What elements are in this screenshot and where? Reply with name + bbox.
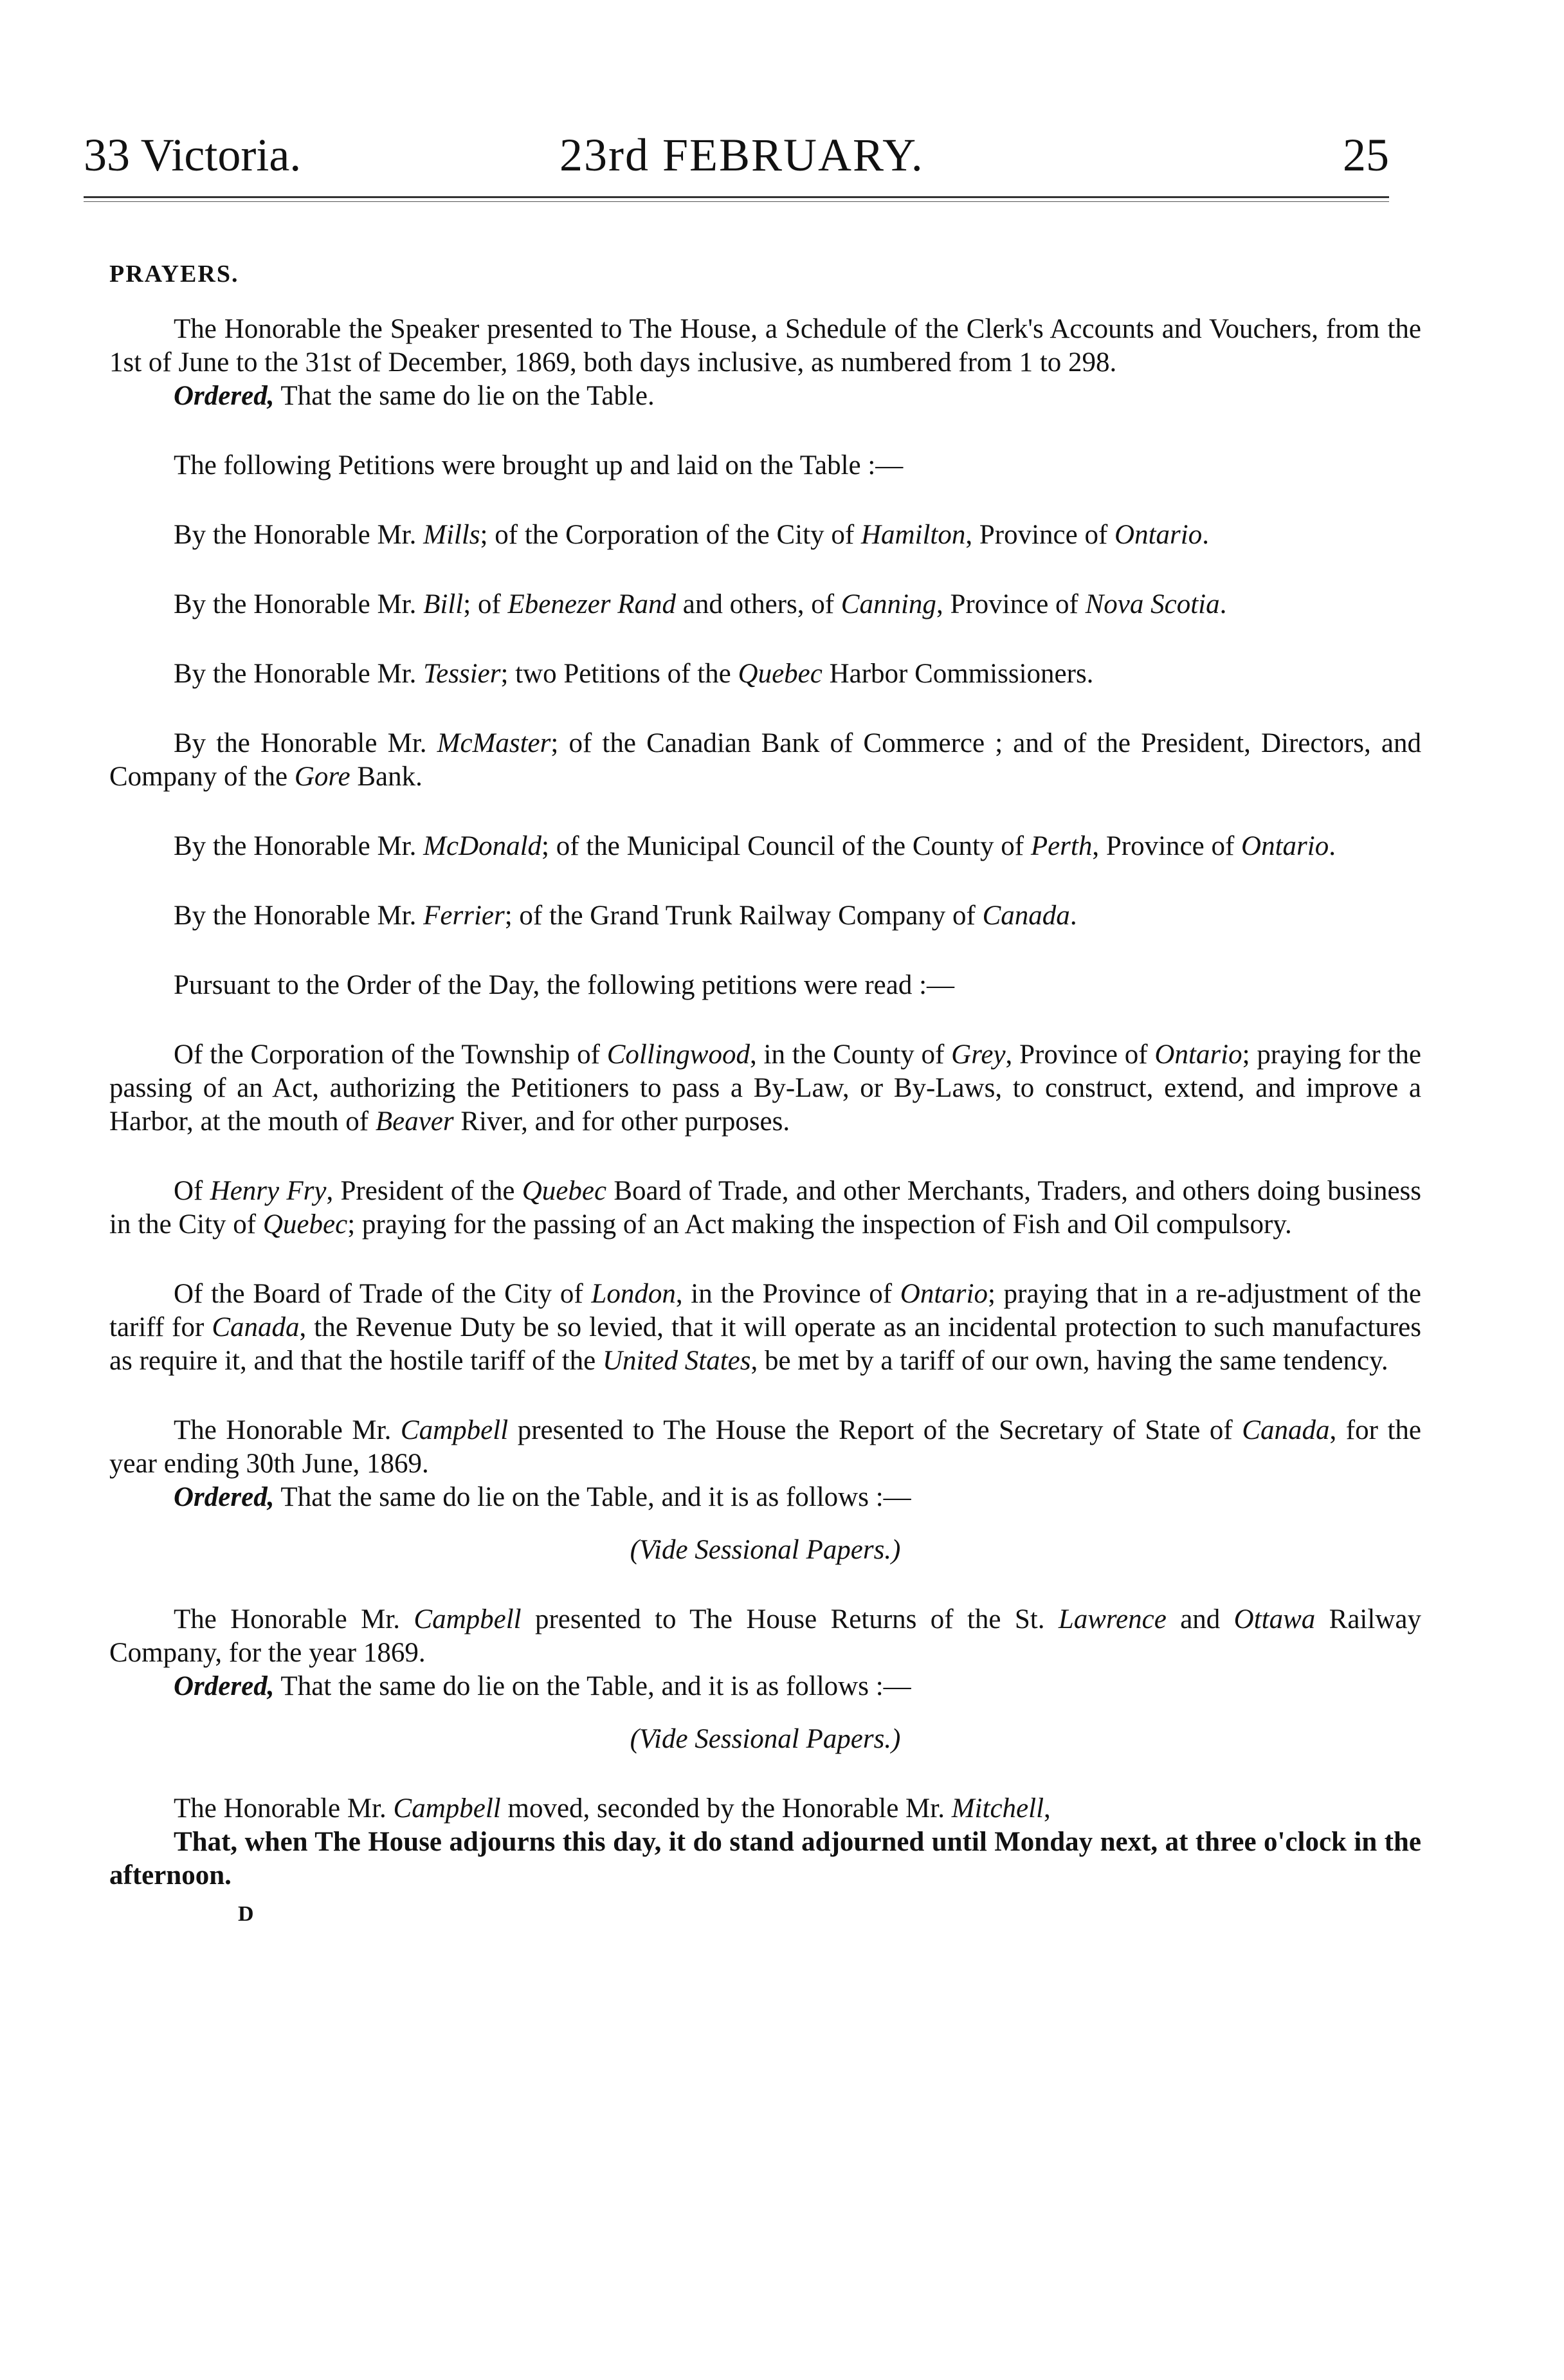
- petition-bill: [109, 588, 1421, 621]
- header-rule-thin: [84, 201, 1389, 202]
- text-run: .: [1202, 520, 1209, 550]
- text-run: , for the year ending 30th June, 1869.: [109, 1415, 1422, 1479]
- text-run: presented to The House the Report of the Secretary of State of: [508, 1415, 1242, 1445]
- member-name: Campbell: [414, 1604, 522, 1634]
- place-name: Ontario: [1154, 1039, 1242, 1070]
- text-run: and others, of: [676, 589, 841, 619]
- place-name: Canada: [982, 901, 1070, 931]
- text-run: The Honorable Mr.: [174, 1415, 401, 1445]
- text-run: ; praying that in a re-adjustment of the tariff for: [109, 1279, 1422, 1342]
- vide-sessional-papers: (Vide Sessional Papers.): [630, 1535, 901, 1565]
- text-run: , Province of: [1092, 831, 1242, 861]
- page-header: [84, 129, 1389, 187]
- text-run: , in the Province of: [675, 1279, 900, 1309]
- text-run: ; praying for the passing of an Act making the inspection of Fish and Oil compulsory.: [347, 1209, 1292, 1240]
- place-name: Gore: [294, 762, 350, 792]
- paragraph: The Honorable the Speaker presented to The House, a Schedule of the Clerk's Accounts and Vouchers, from the 1st of June to the 31st of December, 1869, both days inclusive, as numbered from 1 to 298.: [109, 314, 1421, 378]
- text-run: Railway Company, for the year 1869.: [109, 1604, 1421, 1668]
- member-name: Mills: [423, 520, 480, 550]
- person-name: Ebenezer Rand: [507, 589, 677, 619]
- ordered-line: [109, 1481, 1421, 1514]
- text-run: ; of the Canadian Bank of Commerce ; and of the President, Directors, and Company of the: [109, 728, 1421, 792]
- petition-ferrier: [109, 899, 1421, 933]
- text-run: ; of the Grand Trunk Railway Company of: [504, 901, 983, 931]
- header-date: 23rd FEBRUARY.: [559, 129, 924, 181]
- place-name: Lawrence: [1058, 1604, 1167, 1634]
- place-name: Canada: [212, 1312, 300, 1342]
- ordered-line: [109, 380, 1421, 413]
- place-name: Collingwood: [606, 1039, 750, 1070]
- schedule-entry: [109, 313, 1421, 413]
- text-run: , Province of: [965, 520, 1115, 550]
- text-run: Board of Trade, and other Merchants, Traders, and others doing business in the City of: [109, 1176, 1422, 1240]
- petition-read-collingwood: [109, 1038, 1421, 1139]
- text-run: The Honorable Mr.: [174, 1604, 414, 1634]
- ordered-text: That the same do lie on the Table.: [274, 381, 655, 411]
- text-run: Of the Board of Trade of the City of: [174, 1279, 592, 1309]
- report-paragraph: [109, 1414, 1421, 1481]
- vide-sessional-papers: (Vide Sessional Papers.): [630, 1724, 901, 1754]
- header-regnal-year: 33 Victoria.: [84, 129, 302, 181]
- header-rule: [84, 196, 1389, 198]
- section-heading: PRAYERS.: [109, 261, 239, 288]
- text-run: ,: [1044, 1793, 1051, 1824]
- text-run: moved, seconded by the Honorable Mr.: [500, 1793, 952, 1824]
- ordered-text: That the same do lie on the Table, and it is as follows :—: [274, 1482, 911, 1512]
- text-run: , in the County of: [749, 1039, 952, 1070]
- ordered-word: Ordered,: [174, 1671, 275, 1701]
- place-name: Quebec: [738, 659, 823, 689]
- ordered-word: Ordered,: [174, 381, 275, 411]
- text-run: The Honorable Mr.: [174, 1793, 394, 1824]
- page-number: 25: [1343, 129, 1389, 181]
- text-run: and: [1166, 1604, 1234, 1634]
- motion-paragraph: [109, 1792, 1421, 1826]
- text-run: .: [1069, 901, 1077, 931]
- person-name: Henry Fry: [210, 1176, 327, 1206]
- text-run: By the Honorable Mr.: [174, 728, 437, 758]
- place-name: Quebec: [522, 1176, 607, 1206]
- text-run: , President of the: [326, 1176, 522, 1206]
- place-name: Nova Scotia: [1085, 589, 1220, 619]
- place-name: Ottawa: [1233, 1604, 1316, 1634]
- place-name: United States: [603, 1346, 751, 1376]
- ordered-word: Ordered,: [174, 1482, 275, 1512]
- text-run: Of: [174, 1176, 210, 1206]
- petition-mcmaster: [109, 727, 1421, 794]
- paragraph: Pursuant to the Order of the Day, the following petitions were read :—: [174, 970, 955, 1000]
- text-run: .: [1219, 589, 1227, 619]
- text-run: , Province of: [936, 589, 1086, 619]
- place-name: Ontario: [1241, 831, 1329, 861]
- text-run: By the Honorable Mr.: [174, 901, 424, 931]
- place-name: Beaver: [375, 1106, 454, 1137]
- text-run: ; of the Corporation of the City of: [480, 520, 861, 550]
- text-run: Harbor Commissioners.: [822, 659, 1094, 689]
- member-name: Bill: [423, 589, 464, 619]
- member-name: Tessier: [423, 659, 501, 689]
- motion-text: That, when The House adjourns this day, it do stand adjourned until Monday next, at three o'clock in the afternoon.: [109, 1827, 1421, 1890]
- place-name: Canning: [841, 589, 936, 619]
- place-name: Perth: [1030, 831, 1093, 861]
- text-run: By the Honorable Mr.: [174, 589, 424, 619]
- text-run: ; of the Municipal Council of the County of: [541, 831, 1031, 861]
- member-name: Ferrier: [423, 901, 505, 931]
- place-name: Ontario: [1114, 520, 1203, 550]
- adjournment-motion: [109, 1792, 1421, 1931]
- text-run: River, and for other purposes.: [453, 1106, 790, 1137]
- place-name: Hamilton: [860, 520, 966, 550]
- member-name: McMaster: [437, 728, 551, 758]
- journal-body: [109, 257, 1421, 1931]
- member-name: McDonald: [423, 831, 542, 861]
- member-name: Campbell: [400, 1415, 509, 1445]
- member-name: Campbell: [393, 1793, 501, 1824]
- text-run: , the Revenue Duty be so levied, that it will operate as an incidental protection to such manufactures as require it, and that the hostile tariff of the: [109, 1312, 1421, 1376]
- text-run: ; praying for the passing of an Act, authorizing the Petitioners to pass a By-Law, or By-Laws, to construct, extend, and improve a Harbor, at the mouth of: [109, 1039, 1421, 1137]
- petition-read-london: [109, 1277, 1421, 1378]
- text-run: , be met by a tariff of our own, having the same tendency.: [750, 1346, 1388, 1376]
- signature-mark: D: [238, 1902, 254, 1926]
- text-run: presented to The House Returns of the St.: [521, 1604, 1059, 1634]
- place-name: Quebec: [262, 1209, 348, 1240]
- text-run: Bank.: [350, 762, 423, 792]
- place-name: Ontario: [900, 1279, 988, 1309]
- text-run: By the Honorable Mr.: [174, 831, 424, 861]
- text-run: ; two Petitions of the: [500, 659, 738, 689]
- report-railway-returns: [109, 1603, 1421, 1756]
- report-secretary-of-state: [109, 1414, 1421, 1567]
- text-run: Of the Corporation of the Township of: [174, 1039, 607, 1070]
- text-run: , Province of: [1005, 1039, 1155, 1070]
- petition-tessier: [109, 657, 1421, 691]
- petition-mcdonald: [109, 830, 1421, 863]
- member-name: Mitchell: [951, 1793, 1044, 1824]
- ordered-text: That the same do lie on the Table, and it is as follows :—: [274, 1671, 911, 1701]
- text-run: By the Honorable Mr.: [174, 520, 424, 550]
- place-name: Grey: [951, 1039, 1006, 1070]
- text-run: By the Honorable Mr.: [174, 659, 424, 689]
- place-name: London: [591, 1279, 676, 1309]
- petition-read-fry: [109, 1175, 1421, 1241]
- paragraph: The following Petitions were brought up and laid on the Table :—: [174, 450, 904, 481]
- report-paragraph: [109, 1603, 1421, 1670]
- ordered-line: [109, 1670, 1421, 1703]
- text-run: ; of: [463, 589, 508, 619]
- text-run: .: [1329, 831, 1336, 861]
- place-name: Canada: [1242, 1415, 1330, 1445]
- petition-mills: [109, 518, 1421, 552]
